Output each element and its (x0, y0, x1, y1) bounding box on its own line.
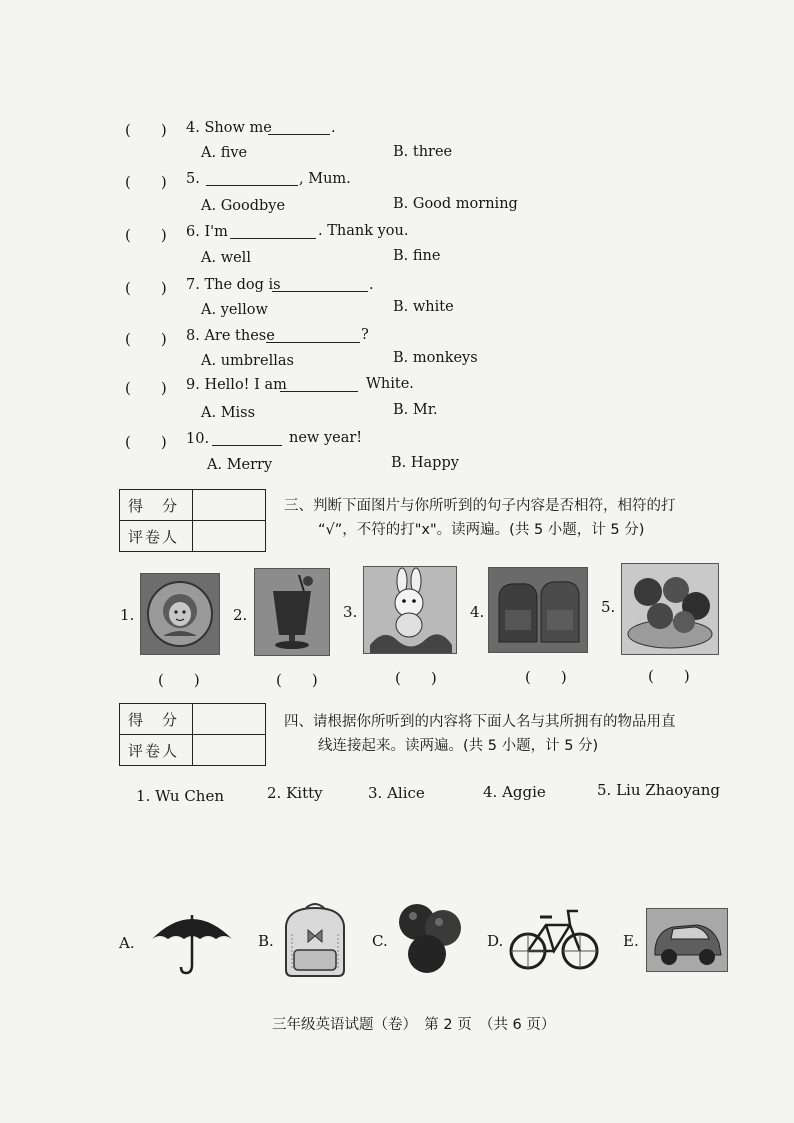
cartoon-rabbit-icon (363, 566, 457, 654)
item-letter: A. (119, 934, 135, 952)
question-stem: 7. The dog is (186, 277, 281, 293)
question-stem-end: . (369, 277, 374, 293)
person-name[interactable]: 1. Wu Chen (136, 787, 224, 805)
option-b[interactable]: B. Happy (391, 455, 459, 471)
picture-answer-paren[interactable]: ( ) (395, 669, 437, 687)
picture-answer-paren[interactable]: ( ) (158, 671, 200, 689)
picture-number: 2. (233, 606, 248, 624)
item-letter: E. (623, 932, 639, 950)
answer-paren[interactable]: ( ) (125, 226, 167, 244)
backpack-icon[interactable] (278, 900, 352, 978)
school-bags-icon (488, 567, 588, 653)
option-a[interactable]: A. yellow (201, 302, 268, 318)
section3-instruction-line2: “√”，不符的打"x"。读两遍。(共 5 小题，计 5 分) (318, 522, 645, 538)
option-b[interactable]: B. monkeys (393, 350, 478, 366)
oranges-icon[interactable] (393, 900, 465, 976)
section4-instruction-line1: 四、请根据你所听到的内容将下面人名与其所拥有的物品用直 (284, 714, 676, 730)
girl-portrait-icon (140, 573, 220, 655)
question-stem-end: new year! (289, 430, 363, 446)
option-a[interactable]: A. Miss (201, 405, 256, 421)
picture-answer-paren[interactable]: ( ) (525, 668, 567, 686)
question-stem: 4. Show me (186, 120, 272, 136)
question-stem: 6. I'm (186, 224, 228, 240)
option-b[interactable]: B. three (393, 144, 453, 160)
option-a[interactable]: A. umbrellas (201, 353, 294, 369)
score-box-section3 (119, 489, 266, 552)
item-letter: D. (487, 932, 504, 950)
option-a[interactable]: A. five (201, 145, 248, 161)
grader-field[interactable] (193, 735, 266, 766)
answer-paren[interactable]: ( ) (125, 433, 167, 451)
score-field[interactable] (193, 490, 266, 521)
answer-blank (266, 328, 360, 343)
bicycle-icon[interactable] (508, 903, 600, 973)
question-stem: 10. (186, 431, 210, 447)
score-label: 得 分 (120, 490, 193, 521)
option-b[interactable]: B. Good morning (393, 196, 518, 212)
person-name[interactable]: 3. Alice (368, 784, 425, 802)
score-box-section4 (119, 703, 266, 766)
question-stem-end: , Mum. (299, 171, 351, 187)
score-field[interactable] (193, 704, 266, 735)
section3-instruction-line1: 三、判断下面图片与你所听到的句子内容是否相符，相符的打 (284, 498, 676, 514)
grader-label: 评卷人 (120, 521, 193, 552)
answer-paren[interactable]: ( ) (125, 379, 167, 397)
fruit-plate-icon (621, 563, 719, 655)
picture-number: 4. (470, 603, 485, 621)
picture-number: 1. (120, 606, 135, 624)
answer-paren[interactable]: ( ) (125, 279, 167, 297)
answer-paren[interactable]: ( ) (125, 330, 167, 348)
option-b[interactable]: B. fine (393, 248, 441, 264)
picture-answer-paren[interactable]: ( ) (276, 671, 318, 689)
answer-blank (206, 171, 298, 186)
person-name[interactable]: 4. Aggie (483, 783, 546, 801)
answer-blank (272, 277, 368, 292)
answer-blank (268, 120, 330, 135)
grader-label: 评卷人 (120, 735, 193, 766)
picture-number: 5. (601, 598, 616, 616)
question-stem-end: White. (366, 376, 414, 392)
item-letter: C. (372, 932, 388, 950)
answer-blank (230, 224, 316, 239)
page-footer: 三年级英语试题（卷） 第 2 页 （共 6 页） (272, 1017, 556, 1033)
picture-answer-paren[interactable]: ( ) (648, 667, 690, 685)
question-stem-end: . (331, 120, 336, 136)
option-a[interactable]: A. Goodbye (201, 198, 286, 214)
juice-glass-icon (254, 568, 330, 656)
question-stem: 9. Hello! I am (186, 377, 287, 393)
question-stem: 5. (186, 171, 200, 187)
answer-paren[interactable]: ( ) (125, 121, 167, 139)
option-b[interactable]: B. Mr. (393, 402, 438, 418)
answer-paren[interactable]: ( ) (125, 173, 167, 191)
answer-blank (212, 431, 282, 446)
toy-car-icon[interactable] (646, 908, 728, 972)
option-a[interactable]: A. Merry (207, 457, 273, 473)
person-name[interactable]: 5. Liu Zhaoyang (597, 781, 721, 799)
score-label: 得 分 (120, 704, 193, 735)
grader-field[interactable] (193, 521, 266, 552)
umbrella-icon[interactable] (148, 905, 236, 975)
option-a[interactable]: A. well (201, 250, 251, 266)
question-stem-end: ? (361, 327, 369, 343)
question-stem: 8. Are these (186, 328, 275, 344)
answer-blank (280, 377, 358, 392)
section4-instruction-line2: 线连接起来。读两遍。(共 5 小题，计 5 分) (318, 738, 599, 754)
picture-number: 3. (343, 603, 358, 621)
option-b[interactable]: B. white (393, 299, 454, 315)
item-letter: B. (258, 932, 274, 950)
question-stem-end: . Thank you. (318, 223, 409, 239)
person-name[interactable]: 2. Kitty (267, 784, 323, 802)
